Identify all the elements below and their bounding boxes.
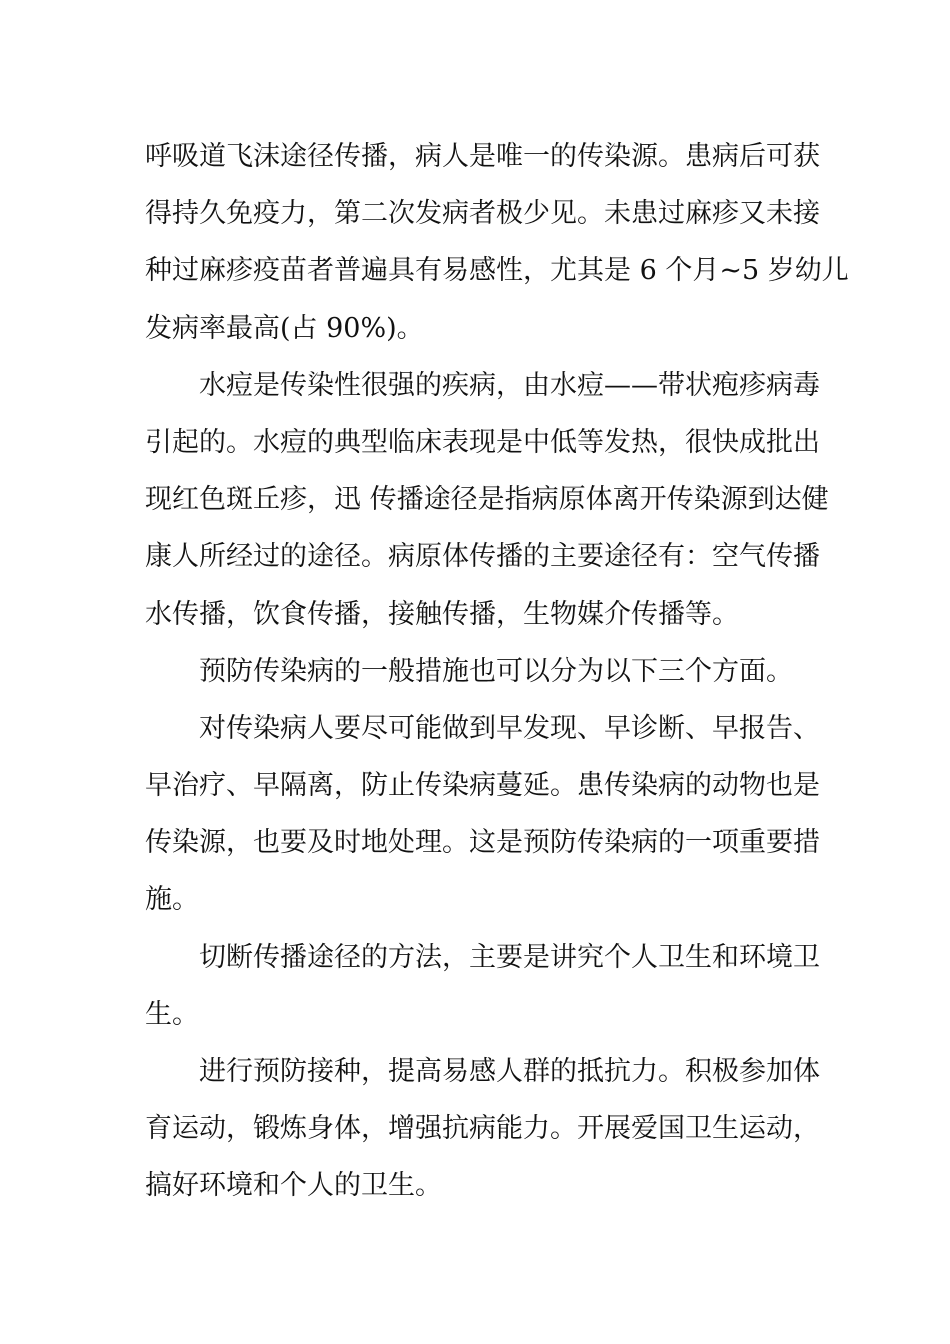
- text-line: 种过麻疹疫苗者普遍具有易感性，尤其是 6 个月~5 岁幼儿: [145, 255, 849, 287]
- paragraph-vaccination: [145, 1043, 820, 1215]
- text-line: 水痘是传染性很强的疾病，由水痘——带状疱疹病毒: [199, 369, 820, 401]
- text-line: 早治疗、早隔离，防止传染病蔓延。患传染病的动物也是: [145, 770, 820, 802]
- text-line: 康人所经过的途径。病原体传播的主要途径有：空气传播: [145, 541, 820, 573]
- paragraph-prevention-intro: [145, 643, 810, 700]
- text-line: 现红色斑丘疹，迅 传播途径是指病原体离开传染源到达健: [145, 484, 829, 516]
- paragraph-measles-transmission: [145, 128, 849, 357]
- text-line: 传染源，也要及时地处理。这是预防传染病的一项重要措: [145, 827, 820, 859]
- text-line: 切断传播途径的方法，主要是讲究个人卫生和环境卫: [199, 941, 820, 973]
- text-line: 呼吸道飞沫途径传播，病人是唯一的传染源。患病后可获: [145, 141, 820, 172]
- paragraph-cut-transmission: [145, 929, 820, 1043]
- text-line: 进行预防接种，提高易感人群的抵抗力。积极参加体: [199, 1056, 820, 1087]
- text-line: 育运动，锻炼身体，增强抗病能力。开展爱国卫生运动，: [145, 1113, 820, 1145]
- text-line: 生。: [145, 998, 199, 1030]
- document-body: [145, 128, 849, 1215]
- text-line: 得持久免疫力，第二次发病者极少见。未患过麻疹又未接: [145, 198, 820, 230]
- text-line: 预防传染病的一般措施也可以分为以下三个方面。: [199, 655, 793, 687]
- text-line: 施。: [145, 884, 199, 916]
- paragraph-chickenpox: [145, 357, 829, 643]
- paragraph-control-source: [145, 700, 820, 929]
- text-line: 搞好环境和个人的卫生。: [145, 1170, 442, 1202]
- text-line: 水传播，饮食传播，接触传播，生物媒介传播等。: [145, 598, 739, 630]
- text-line: 对传染病人要尽可能做到早发现、早诊断、早报告、: [199, 712, 820, 744]
- text-line: 发病率最高(占 90%)。: [145, 312, 424, 344]
- text-line: 引起的。水痘的典型临床表现是中低等发热，很快成批出: [145, 426, 820, 458]
